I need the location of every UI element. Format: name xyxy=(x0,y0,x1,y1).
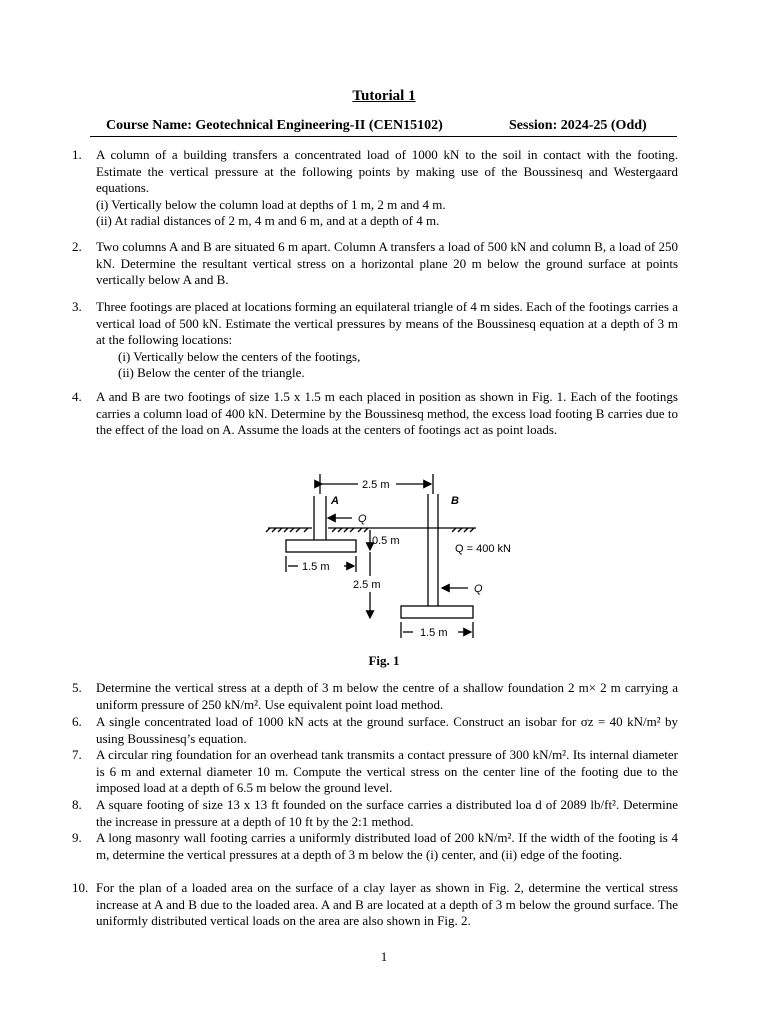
question-3 xyxy=(72,299,678,382)
label-width-b: 1.5 m xyxy=(420,627,448,639)
question-5 xyxy=(72,680,678,713)
question-number: 2. xyxy=(72,239,82,254)
label-load-q-b: Q xyxy=(474,583,483,595)
question-subpart: (i) Vertically below the column load at depths of 1 m, 2 m and 4 m. xyxy=(96,196,446,212)
label-depth-b: 2.5 m xyxy=(353,579,381,591)
question-number: 10. xyxy=(72,880,89,895)
session-label: Session: 2024-25 (Odd) xyxy=(509,118,647,133)
footing-b xyxy=(401,606,473,618)
question-number: 3. xyxy=(72,299,82,314)
question-text: For the plan of a loaded area on the surface of a clay layer as shown in Fig. 2, determine the vertical stress increase at A and B due to the loaded area. A and B are located at a depth of 3 m below the ground surface. The uniformly distributed vertical loads on the area are also shown in Fig. 2. xyxy=(96,880,678,929)
question-number: 8. xyxy=(72,797,82,812)
course-name: Course Name: Geotechnical Engineering-II (CEN15102) xyxy=(106,118,443,133)
label-footing-b: B xyxy=(451,495,459,507)
label-load-value: Q = 400 kN xyxy=(455,543,511,555)
question-1 xyxy=(72,147,678,230)
label-width-a: 1.5 m xyxy=(302,561,330,573)
question-7 xyxy=(72,747,678,797)
question-4 xyxy=(72,389,678,439)
footing-a xyxy=(286,540,356,552)
question-number: 9. xyxy=(72,830,82,845)
question-number: 5. xyxy=(72,680,82,695)
tutorial-title: Tutorial 1 xyxy=(352,88,416,104)
question-text: A square footing of size 13 x 13 ft founded on the surface carries a distributed loa d of 2089 lb/ft². Determine the increase in pressure at a depth of 10 ft by the 2:1 method. xyxy=(96,797,678,829)
question-text: A single concentrated load of 1000 kN acts at the ground surface. Construct an isobar for σz = 40 kN/m² by using Boussinesq’s equation. xyxy=(96,714,678,746)
question-subpart: (ii) Below the center of the triangle. xyxy=(118,365,305,381)
figure-1 xyxy=(258,466,530,644)
question-number: 1. xyxy=(72,147,82,162)
question-text: Two columns A and B are situated 6 m apart. Column A transfers a load of 500 kN and column B, a load of 250 kN. Determine the resultant vertical stress on a horizontal plane 20 m below the ground surface at points vertically below A and B. xyxy=(96,239,678,288)
question-text: Determine the vertical stress at a depth of 3 m below the centre of a shallow foundation 2 m× 2 m carrying a uniform pressure of 250 kN/m². Use equivalent point load method. xyxy=(96,680,678,712)
question-2 xyxy=(72,239,678,289)
question-number: 6. xyxy=(72,714,82,729)
label-depth-a: 0.5 m xyxy=(372,535,400,547)
question-text: A circular ring foundation for an overhead tank transmits a contact pressure of 300 kN/m². Its internal diameter is 6 m and external diameter 10 m. Compute the vertical stress on the center line of the footing due to the imposed load at a depth of 6.5 m below the ground level. xyxy=(96,747,678,796)
label-load-q: Q xyxy=(358,513,367,525)
figure-caption: Fig. 1 xyxy=(368,653,400,668)
question-6 xyxy=(72,714,678,747)
question-subpart: (ii) At radial distances of 2 m, 4 m and 6 m, and at a depth of 4 m. xyxy=(96,213,440,229)
label-footing-a: A xyxy=(331,495,339,507)
question-9 xyxy=(72,830,678,863)
question-text: Three footings are placed at locations forming an equilateral triangle of 4 m sides. Each of the footings carries a vertical load of 500 kN. Estimate the vertical pressures by means of the Boussinesq equation at a depth of 3 m at the following locations: xyxy=(96,299,678,348)
page-number: 1 xyxy=(380,949,388,964)
question-number: 7. xyxy=(72,747,82,762)
question-text: A long masonry wall footing carries a uniformly distributed load of 200 kN/m². If the width of the footing is 4 m, determine the vertical pressures at a depth of 3 m below the (i) center, and (ii) edge of the footing. xyxy=(96,830,678,862)
question-text: A column of a building transfers a concentrated load of 1000 kN to the soil in contact with the footing. Estimate the vertical pressure at the following points by making use of the Boussinesq and Westergaard equations. xyxy=(96,147,678,196)
footings-diagram xyxy=(258,466,530,644)
question-number: 4. xyxy=(72,389,82,404)
question-text: A and B are two footings of size 1.5 x 1.5 m each placed in position as shown in Fig. 1. Each of the footings carries a column load of 400 kN. Determine by the Boussinesq method, the excess load footing B carries due to the effect of the load on A. Assume the loads at the centers of footings act as point loads. xyxy=(96,389,678,438)
question-8 xyxy=(72,797,678,830)
label-spacing: 2.5 m xyxy=(362,479,390,491)
question-10 xyxy=(72,880,678,930)
question-subpart: (i) Vertically below the centers of the footings, xyxy=(118,348,361,364)
header-rule xyxy=(90,136,677,137)
